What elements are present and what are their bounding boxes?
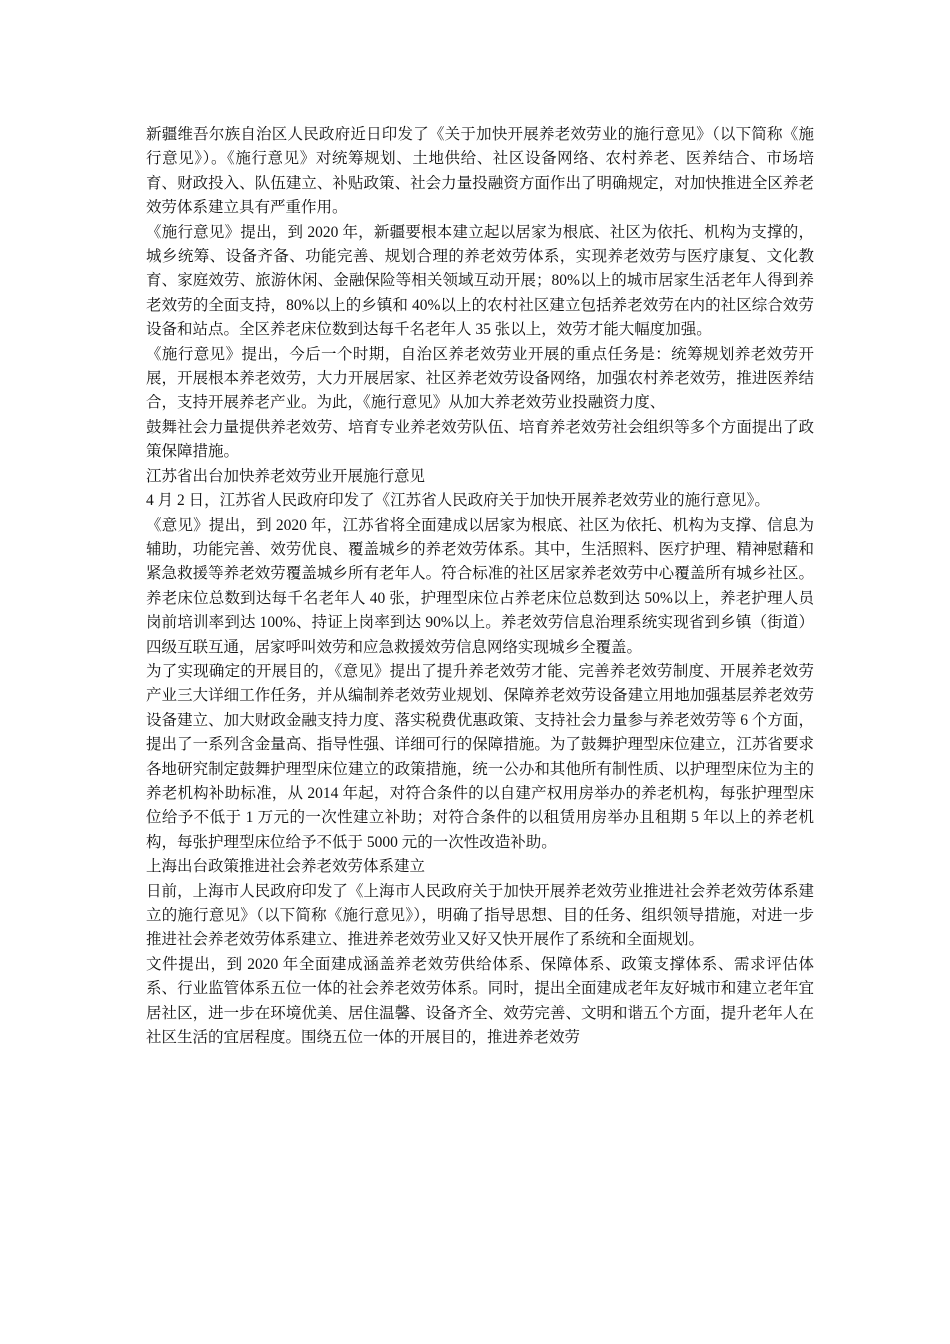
- paragraph-xinjiang-tasks: 《施行意见》提出，今后一个时期，自治区养老效劳业开展的重点任务是：统筹规划养老效劳开展，开展根本养老效劳，大力开展居家、社区养老效劳设备网络，加强农村养老效劳，推进医养结合，支持开展养老产业。为此，《施行意见》从加大养老效劳业投融资力度、: [146, 345, 814, 412]
- section-heading-jiangsu: 江苏省出台加快养老效劳业开展施行意见: [146, 467, 426, 485]
- paragraph-xinjiang-intro: 新疆维吾尔族自治区人民政府近日印发了《关于加快开展养老效劳业的施行意见》（以下简称《施行意见》）。《施行意见》对统筹规划、土地供给、社区设备网络、农村养老、医养结合、市场培育、财政投入、队伍建立、补贴政策、社会力量投融资方面作出了明确规定，对加快推进全区养老效劳体系建立具有严重作用。: [146, 126, 814, 217]
- paragraph-xinjiang-goals: 《施行意见》提出，到 2020 年，新疆要根本建立起以居家为根底、社区为依托、机构为支撑的，城乡统筹、设备齐备、功能完善、规划合理的养老效劳体系，实现养老效劳与医疗康复、文化教育、家庭效劳、旅游休闲、金融保险等相关领域互动开展；80%以上的城市居家生活老年人得到养老效劳的全面支持，80%以上的乡镇和 40%以上的农村社区建立包括养老效劳在内的社区综合效劳设备和站点。全区养老床位数到达每千名老年人 35 张以上，效劳才能大幅度加强。: [146, 223, 814, 339]
- paragraph-jiangsu-goals: 《意见》提出，到 2020 年，江苏省将全面建成以居家为根底、社区为依托、机构为支撑、信息为辅助，功能完善、效劳优良、覆盖城乡的养老效劳体系。其中，生活照料、医疗护理、精神慰藉和紧急救援等养老效劳覆盖城乡所有老年人。符合标准的社区居家养老效劳中心覆盖所有城乡社区。养老床位总数到达每千名老年人 40 张，护理型床位占养老床位总数到达 50%以上，养老护理人员岗前培训率到达 100%、持证上岗率到达 90%以上。养老效劳信息治理系统实现省到乡镇（街道）四级互联互通，居家呼叫效劳和应急救援效劳信息网络实现城乡全覆盖。: [146, 516, 814, 656]
- section-heading-shanghai: 上海出台政策推进社会养老效劳体系建立: [146, 858, 426, 876]
- paragraph-jiangsu-measures: 为了实现确定的开展目的，《意见》提出了提升养老效劳才能、完善养老效劳制度、开展养老效劳产业三大详细工作任务，并从编制养老效劳业规划、保障养老效劳设备建立用地加强基层养老效劳设备建立、加大财政金融支持力度、落实税费优惠政策、支持社会力量参与养老效劳等 6 个方面，提出了一系列含金量高、指导性强、详细可行的保障措施。为了鼓舞护理型床位建立，江苏省要求各地研究制定鼓舞护理型床位建立的政策措施，统一公办和其他所有制性质、以护理型床位为主的养老机构补助标准，从 2014 年起，对符合条件的以自建产权用房举办的养老机构，每张护理型床位给予不低于 1 万元的一次性建立补助；对符合条件的以租赁用房举办且租期 5 年以上的养老机构，每张护理型床位给予不低于 5000 元的一次性改造补助。: [146, 662, 814, 851]
- paragraph-shanghai-intro: 日前，上海市人民政府印发了《上海市人民政府关于加快开展养老效劳业推进社会养老效劳体系建立的施行意见》（以下简称《施行意见》），明确了指导思想、目的任务、组织领导措施，对进一步推进社会养老效劳体系建立、推进养老效劳业又好又快开展作了系统和全面规划。: [146, 882, 814, 949]
- document-body: [146, 123, 814, 1050]
- paragraph-xinjiang-measures: 鼓舞社会力量提供养老效劳、培育专业养老效劳队伍、培育养老效劳社会组织等多个方面提出了政策保障措施。: [146, 418, 814, 461]
- paragraph-shanghai-goals: 文件提出，到 2020 年全面建成涵盖养老效劳供给体系、保障体系、政策支撑体系、需求评估体系、行业监管体系五位一体的社会养老效劳体系。同时，提出全面建成老年友好城市和建立老年宜居社区，进一步在环境优美、居住温馨、设备齐全、效劳完善、文明和谐五个方面，提升老年人在社区生活的宜居程度。围绕五位一体的开展目的，推进养老效劳: [146, 955, 814, 1047]
- paragraph-jiangsu-intro: 4 月 2 日，江苏省人民政府印发了《江苏省人民政府关于加快开展养老效劳业的施行意见》。: [146, 492, 770, 510]
